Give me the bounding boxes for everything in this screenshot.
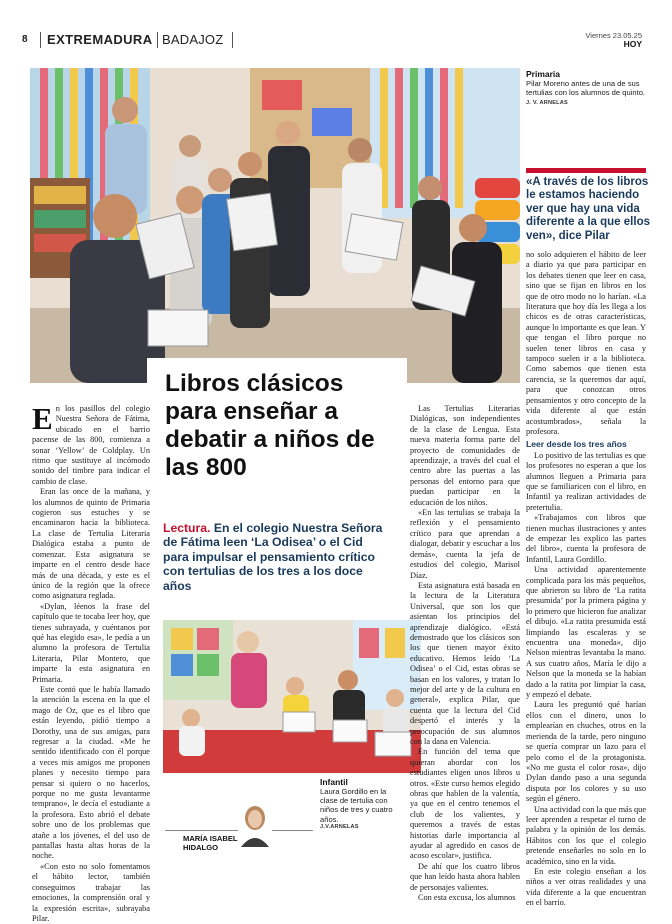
paragraph: «Con esto no solo fomentamos el hábito lector, también conseguimos trabajar las emociones, la comprensión oral y la expresión escrita», subrayaba Pilar.: [32, 861, 150, 923]
section-title: EXTREMADURA: [47, 32, 153, 47]
caption-title: Primaria: [526, 69, 561, 79]
caption-text: [526, 79, 646, 109]
paragraph: Laura les preguntó qué harían ellos con el dinero, unos lo emplearían en chuches, otros en la merienda de la tarde, pero ninguno se quería comprar un lazo para el pelo como el de la protagonista. «No me gusta el color rosa», dijo Dylan dando paso a una segunda disputa por los colores y su uso según el género.: [526, 700, 646, 804]
main-photo-caption: [526, 69, 646, 109]
paragraph: no solo adquieren el hábito de leer a diario ya que para participar en los debates tienen que leer en casa, sino que se fijan en libros en los que de otro modo no lo harían. «La literatura que hoy día les llega a los chicos es de otras características, aunque lo importante es que lean. Y que tengan el libro porque no suelen tener libros en casa y tampoco suelen ir a la biblioteca. Como sabemos que tienen esta carencia, se la queremos dar aquí, para que conozcan otros pensamientos y otro concepto de la vida diferente al que están acostumbrados», señala la profesora.: [526, 250, 646, 436]
subsection-title: BADAJOZ: [162, 32, 224, 47]
paragraph: Este contó que le había llamado la atención la escena en la que el mago de Oz, que es el libro que están leyendo, pidió tiempo a Dorothy, una de sus amigas, para regresar a la ciudad. «Me he sentido identificado con él porque a veces mis amigos me proponen planes y necesito tiempo para pensar si quiero o no hacerlos, porque no me gusta levantarme temprano», le decía el estudiante a la profesora. Esto abrió el debate sobre uno de los problemas que atañe a los jóvenes, el del uso de pantallas hasta altas horas de la noche.: [32, 684, 150, 861]
paragraph: «En las tertulias se trabaja la reflexión y el pensamiento crítico para que aprendan a dialogar, debatir y escuchar a los demás», cuenta la jefa de estudios del colegio, Marisol Díaz.: [410, 508, 520, 580]
author-photo: [238, 803, 272, 847]
caption-title: Infantil: [320, 777, 348, 787]
paragraph: Una actividad aparentemente complicada para los más pequeños, que abrieron su libro de ‘La ratita presumida’ por la primera página y lo primero que hicieron fue analizar el dibujo. «La ratita presumida está limpiando las escaleras y se encuentra una moneda», dijo Nelson mientras levantaba la mano. A sus cuatro años, María le dijo a Nelson que la moneda se la habían dado a la ratita por limpiar la casa, y empezó el debate.: [526, 565, 646, 700]
paragraph: Esta asignatura está basada en la lectura de la Literatura Universal, que son los que asientan los principios del aprendizaje dialógico. «Está demostrado que los clásicos son los que tienen mayor éxito educativo. Hemos leído ‘La Odisea’ o el Cid, estas obras se basan en los valores, y tratan lo mejor del arte y de la cultura en general», explica Pilar, que cuenta que la lectura del Cid despertó el interés y la preocupación de sus alumnos con la dana en Valencia.: [410, 580, 520, 746]
paragraph: De ahí que los cuatro libros que han leído hasta ahora hablen de personajes valientes.: [410, 861, 520, 892]
infant-class-photo: [163, 620, 421, 773]
paragraph: «Dylan, léenos la frase del capítulo que te tocaba leer hoy, que tienes subrayada, y cuéntanos por qué has elegido esa», le pedía a un alumno la profesora de Tertulia Literaria, Pilar Montero, que imparte la esta asignatura en Primaria.: [32, 601, 150, 684]
photo-credit: J. V. ARNELAS: [526, 100, 568, 107]
classroom-library-photo: [30, 68, 520, 383]
standfirst-label: Lectura.: [163, 521, 211, 535]
article-column-3: [526, 250, 646, 909]
paragraph: Eran las once de la mañana, y los alumnos de quinto de Primaria cogieron sus estuches y se encaminaron hacia la biblioteca. La clase de Tertulia Literaria Dialógica estaba a punto de comenzar. Esta asignatura se imparte en el centro desde hace más de una década, y este es el único de la región que la ofrece como asignatura reglada.: [32, 487, 150, 601]
paragraph: Una actividad con la que más que leer aprenden a respetar el turno de palabra y la opinión de los demás. Hábitos con los que el colegio pretende enseñarles no solo en lo académico, sino en la vida.: [526, 804, 646, 866]
paragraph: «Trabajamos con libros que tienen muchas ilustraciones y antes de empezar les explico las partes del libro», cuenta la profesora de Infantil, Laura Gordillo.: [526, 513, 646, 564]
paragraph: Las Tertulias Literarias Dialógicas, son independientes de la clase de Lengua. Esta nueva materia forma parte del proyecto de comunidades de aprendizaje, a través del cual el centro abre las puertas a las personas del entorno para que puedan participar en la educación de los niños.: [410, 404, 520, 507]
subheading: Leer desde los tres años: [526, 439, 627, 450]
drop-cap: E: [32, 401, 53, 436]
byline-name-2: HIDALGO: [183, 843, 219, 852]
headline: Libros clásicos para enseñar a debatir a niños de las 800: [165, 370, 375, 481]
standfirst: [163, 521, 391, 593]
paragraph-text: n los pasillos del colegio Nuestra Señora de Fátima, ubicado en el barrio pacense de las 800, comienza a sonar ‘Yellow’ de Coldplay. Un ritmo que sustituye al incómodo sonido del timbre para indicar el cambio de clase.: [32, 404, 150, 486]
caption-body: Laura Gordillo en la clase de tertulia con niños de tres y cuatro años.: [320, 787, 393, 824]
article-column-1: [32, 401, 150, 924]
publication-name: HOY: [623, 39, 642, 49]
pull-quote-rule: [526, 168, 646, 173]
byline-name-1: MARÍA ISABEL: [183, 834, 238, 843]
page-header: [22, 32, 650, 52]
article-column-2: [410, 404, 520, 904]
second-photo-caption: [320, 777, 406, 830]
standfirst-text: En el colegio Nuestra Señora de Fátima leen ‘La Odisea’ o el Cid para impulsar el pensamiento crítico con tertulias de los tres a los doce años: [163, 521, 383, 593]
headline-box: [147, 358, 407, 488]
paragraph: Con esta excusa, los alumnos: [418, 893, 516, 903]
main-photo: [30, 68, 520, 383]
paragraph: Lo positivo de las tertulias es que los profesores no esperan a que los alumnos lleguen a Primaria para que se familiaricen con el libro, en Infantil ya realizan actividades de pretertulia.: [526, 450, 646, 512]
header-divider: [157, 32, 158, 48]
second-photo: [163, 620, 421, 773]
paragraph: [32, 401, 150, 487]
caption-body: Pilar Moreno antes de una de sus tertulias con los alumnos de quinto.: [526, 79, 646, 98]
byline: [183, 834, 238, 852]
paragraph: En función del tema que quieran abordar con los estudiantes eligen unos libros u otros. «Este curso hemos elegido obras que hablen de la valentía, ya que en el centro tenemos el club de los valientes, y queremos a través de estas historias darle importancia al ayudar al agredido en casos de acoso escolar», justifica.: [410, 747, 520, 861]
photo-credit: J.V.ARNELAS: [320, 823, 359, 830]
page-number: 8: [22, 34, 28, 45]
header-divider: [232, 32, 233, 48]
author-portrait-icon: [238, 803, 272, 847]
issue-date: Viernes 23.05.25: [585, 31, 642, 40]
header-divider: [40, 32, 41, 48]
paragraph: En este colegio enseñan a los niños a ver otras realidades y una vida diferente a la que encuentran en el barrio.: [526, 866, 646, 908]
pull-quote: «A través de los libros le estamos haciendo ver que hay una vida diferente a la que ellos ven», dice Pilar: [526, 176, 650, 242]
